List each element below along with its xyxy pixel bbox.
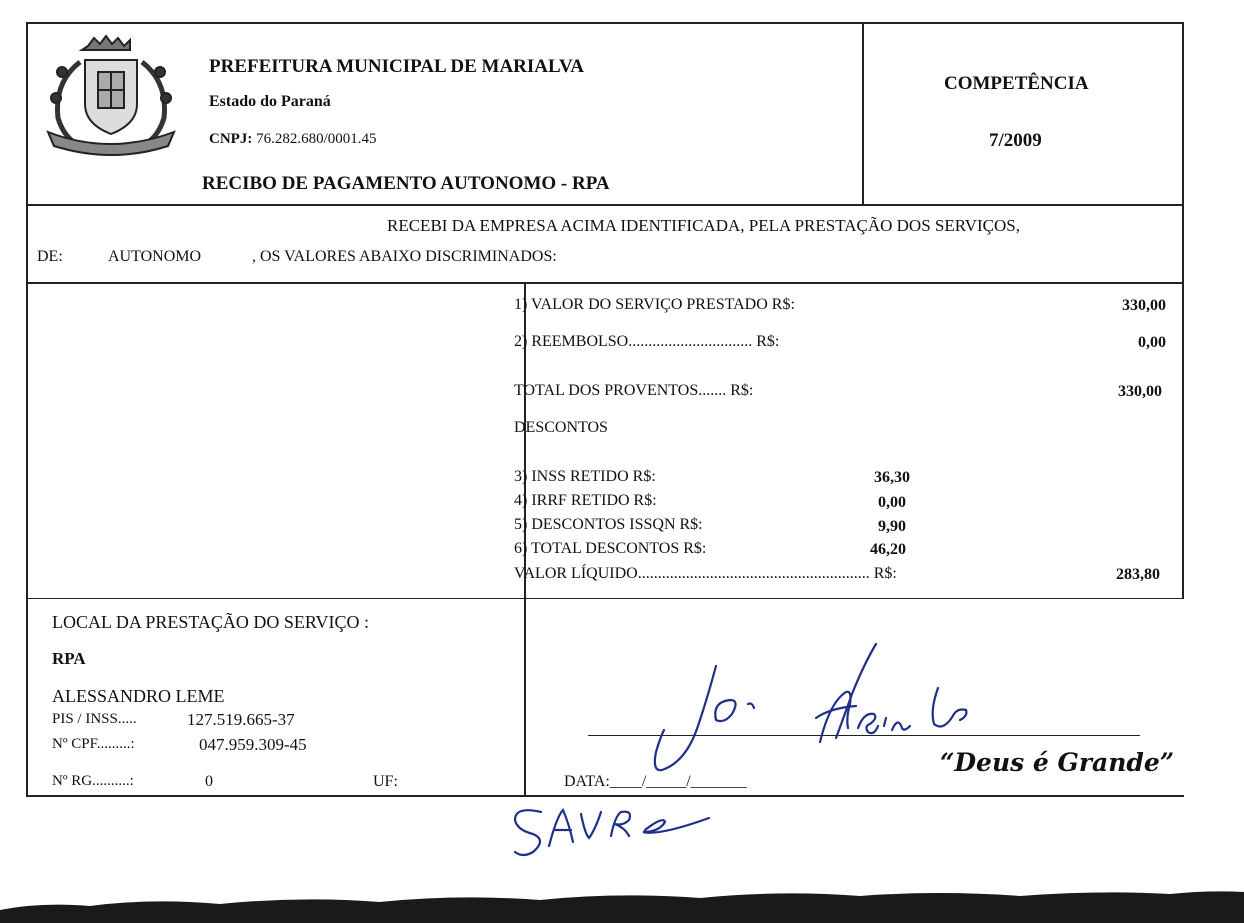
handwritten-signature bbox=[620, 638, 1000, 778]
intro-divider bbox=[26, 282, 1184, 284]
inss-value: 36,30 bbox=[874, 469, 910, 486]
inss-label: 3) INSS RETIDO R$: bbox=[514, 468, 656, 485]
date-field: DATA:____/_____/_______ bbox=[564, 773, 747, 790]
total-discounts-label: 6) TOTAL DESCONTOS R$: bbox=[514, 540, 707, 557]
total-earnings-label: TOTAL DOS PROVENTOS....... R$: bbox=[514, 382, 754, 399]
coat-of-arms-icon bbox=[40, 32, 180, 164]
competence-value: 7/2009 bbox=[989, 130, 1042, 151]
box-right-border bbox=[1182, 22, 1184, 598]
intro-line-1: RECEBI DA EMPRESA ACIMA IDENTIFICADA, PELA PRESTAÇÃO DOS SERVIÇOS, bbox=[387, 216, 1020, 235]
service-location-label: LOCAL DA PRESTAÇÃO DO SERVIÇO : bbox=[52, 612, 369, 632]
municipality-name: PREFEITURA MUNICIPAL DE MARIALVA bbox=[209, 56, 584, 77]
header-divider bbox=[26, 204, 1184, 206]
pis-value: 127.519.665-37 bbox=[187, 710, 295, 729]
provider-name: ALESSANDRO LEME bbox=[52, 686, 225, 706]
discounts-heading: DESCONTOS bbox=[514, 419, 608, 436]
irrf-value: 0,00 bbox=[878, 494, 906, 511]
reimburse-value: 0,00 bbox=[1138, 334, 1166, 351]
cpf-value: 047.959.309-45 bbox=[199, 735, 307, 754]
intro-line-2: , OS VALORES ABAIXO DISCRIMINADOS: bbox=[252, 248, 557, 265]
cnpj-value: 76.282.680/0001.45 bbox=[256, 131, 377, 147]
box-bottom-border bbox=[26, 795, 1184, 797]
competence-divider bbox=[862, 22, 864, 206]
irrf-label: 4) IRRF RETIDO R$: bbox=[514, 492, 657, 509]
issqn-label: 5) DESCONTOS ISSQN R$: bbox=[514, 516, 703, 533]
cnpj-label: CNPJ: bbox=[209, 131, 253, 147]
uf-label: UF: bbox=[373, 773, 398, 790]
state-name: Estado do Paraná bbox=[209, 93, 331, 110]
torn-paper-edge bbox=[0, 880, 1244, 923]
net-value-label: VALOR LÍQUIDO.......................................................... R$: bbox=[514, 565, 897, 582]
service-value: 330,00 bbox=[1122, 297, 1166, 314]
values-divider bbox=[26, 598, 1184, 599]
cnpj-line bbox=[209, 131, 377, 148]
handwritten-note-saude bbox=[505, 800, 735, 860]
box-left-border bbox=[26, 22, 28, 796]
footer-divider bbox=[524, 598, 526, 796]
total-earnings-value: 330,00 bbox=[1118, 383, 1162, 400]
rg-value: 0 bbox=[205, 773, 213, 790]
issqn-value: 9,90 bbox=[878, 518, 906, 535]
receipt-title: RECIBO DE PAGAMENTO AUTONOMO - RPA bbox=[202, 173, 610, 194]
box-top-border bbox=[26, 22, 1184, 24]
reimburse-label: 2) REEMBOLSO............................... R$: bbox=[514, 333, 780, 350]
de-value: AUTONOMO bbox=[108, 248, 202, 265]
service-location-value: RPA bbox=[52, 649, 86, 668]
net-value: 283,80 bbox=[1116, 566, 1160, 583]
pis-label: PIS / INSS..... bbox=[52, 711, 137, 727]
cpf-label: Nº CPF.........: bbox=[52, 736, 135, 752]
deus-e-grande-stamp: “Deus é Grande” bbox=[940, 748, 1175, 777]
service-value-label: 1) VALOR DO SERVIÇO PRESTADO R$: bbox=[514, 296, 795, 313]
de-label: DE: bbox=[37, 248, 63, 265]
total-discounts-value: 46,20 bbox=[870, 541, 906, 558]
rg-label: Nº RG..........: bbox=[52, 773, 134, 789]
competence-label: COMPETÊNCIA bbox=[944, 73, 1089, 94]
